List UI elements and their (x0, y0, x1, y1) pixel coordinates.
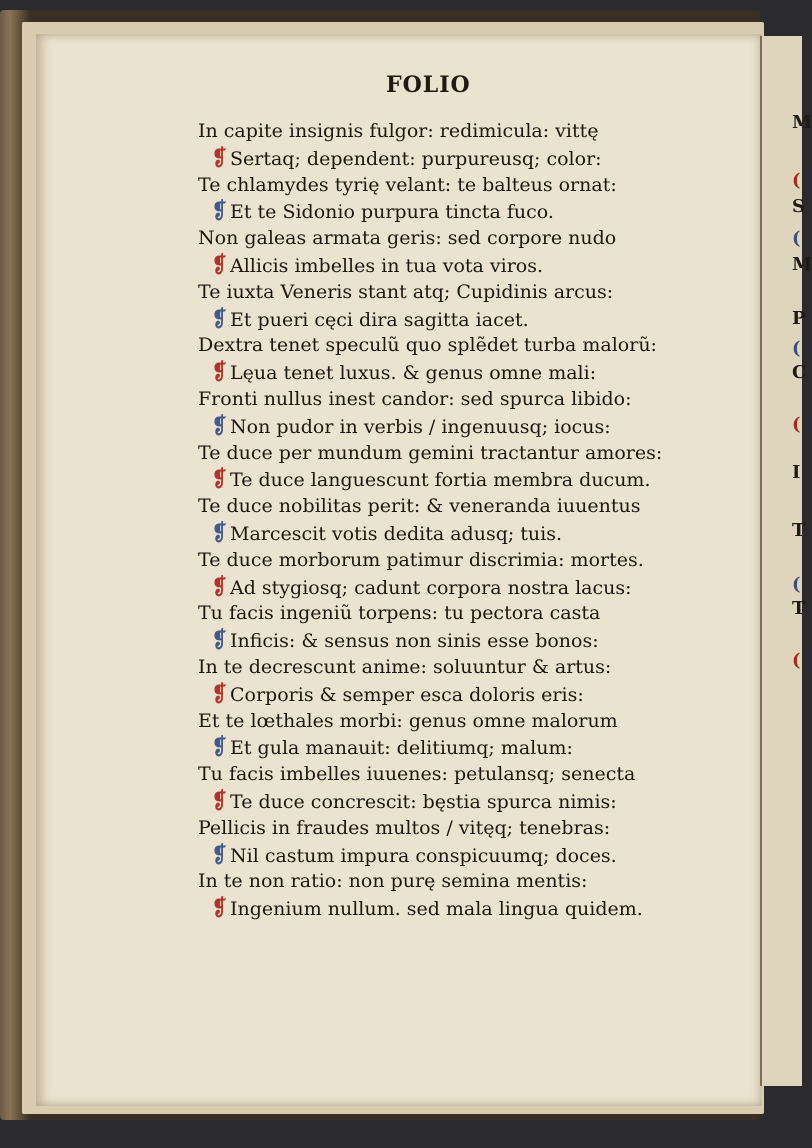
verse-text: Lęua tenet luxus. & genus omne mali: (230, 362, 597, 385)
verse-text: Tu facis imbelles iuuenes: petulansq; senecta (198, 763, 636, 786)
verse-text: Non pudor in verbis / ingenuusq; iocus: (230, 415, 611, 438)
verse-line (198, 761, 698, 788)
verse-text: In te non ratio: non purę semina mentis: (198, 870, 588, 893)
verse-text: Et te Sidonio purpura tincta fuco. (230, 201, 554, 224)
verse-line (198, 654, 698, 681)
verse-line (198, 386, 698, 413)
facing-page-edge: M ( S ( M P ( C ( I T ( T ( (760, 36, 802, 1086)
verse-text: Dextra tenet speculũ quo splẽdet turba malorũ: (198, 334, 657, 357)
verse-text: Non galeas armata geris: sed corpore nudo (198, 227, 617, 250)
red-paragraph-mark-icon: ❡ (212, 573, 227, 600)
verse-line (198, 172, 698, 199)
verse-line (198, 627, 698, 654)
verse-line (198, 547, 698, 574)
verse-text: Et gula manauit: delitiumq; malum: (230, 737, 573, 760)
verse-text: In te decrescunt anime: soluuntur & artus: (198, 655, 612, 678)
verse-text: Nil castum impura conspicuumq; doces. (230, 844, 617, 867)
verse-line (198, 815, 698, 842)
verse-line (198, 842, 698, 869)
verse-line (198, 681, 698, 708)
verse-text: Marcescit votis dedita adusq; tuis. (230, 522, 563, 545)
blue-paragraph-mark-icon: ❡ (212, 198, 227, 225)
verse-line (198, 493, 698, 520)
verse-line (198, 145, 698, 172)
verse-line (198, 359, 698, 386)
blue-paragraph-mark-icon: ❡ (212, 412, 227, 439)
verse-text: Te duce concrescit: bęstia spurca nimis: (230, 790, 617, 813)
red-paragraph-mark-icon: ❡ (212, 787, 227, 814)
blue-paragraph-mark-icon: ❡ (212, 734, 227, 761)
blue-paragraph-mark-icon: ❡ (212, 841, 227, 868)
verse-line (198, 708, 698, 735)
verse-line (198, 225, 698, 252)
verse-line (198, 895, 698, 922)
verse-text: Te chlamydes tyrię velant: te balteus ornat: (198, 173, 617, 196)
red-paragraph-mark-icon: ❡ (212, 144, 227, 171)
verse-text: Inficis: & sensus non sinis esse bonos: (230, 630, 599, 653)
verse-line (198, 279, 698, 306)
verse-line (198, 118, 698, 145)
red-paragraph-mark-icon: ❡ (212, 680, 227, 707)
verse-text: Allicis imbelles in tua vota viros. (230, 254, 544, 277)
verse-text: Te duce nobilitas perit: & veneranda iuuentus (198, 495, 641, 518)
verse-text: In capite insignis fulgor: redimicula: vittę (198, 120, 599, 142)
verse-line (198, 600, 698, 627)
verse-line (198, 868, 698, 895)
verse-text: Tu facis ingeniũ torpens: tu pectora casta (198, 602, 601, 625)
red-paragraph-mark-icon: ❡ (212, 466, 227, 493)
verse-text: Te duce languescunt fortia membra ducum. (230, 469, 651, 492)
verse-line (198, 788, 698, 815)
verse-text: Fronti nullus inest candor: sed spurca libido: (198, 387, 632, 410)
verse-line (198, 332, 698, 359)
red-paragraph-mark-icon: ❡ (212, 895, 227, 922)
verse-line (198, 520, 698, 547)
verse-text: Ingenium nullum. sed mala lingua quidem. (230, 898, 643, 921)
verse-text: Sertaq; dependent: purpureusq; color: (230, 147, 602, 170)
verse-block (198, 118, 698, 922)
red-paragraph-mark-icon: ❡ (212, 359, 227, 386)
red-paragraph-mark-icon: ❡ (212, 251, 227, 278)
blue-paragraph-mark-icon: ❡ (212, 305, 227, 332)
verse-text: Ad stygiosq; cadunt corpora nostra lacus: (230, 576, 632, 599)
blue-paragraph-mark-icon: ❡ (212, 627, 227, 654)
verse-line (198, 252, 698, 279)
verse-line (198, 466, 698, 493)
verse-line (198, 413, 698, 440)
folio-heading: FOLIO (386, 72, 471, 98)
verse-line (198, 440, 698, 467)
blue-paragraph-mark-icon: ❡ (212, 519, 227, 546)
verse-text: Et te lœthales morbi: genus omne malorum (198, 709, 618, 732)
verse-text: Corporis & semper esca doloris eris: (230, 683, 584, 706)
verse-text: Te duce per mundum gemini tractantur amores: (198, 441, 663, 464)
verse-line (198, 306, 698, 333)
verse-text: Et pueri cęci dira sagitta iacet. (230, 308, 529, 331)
verse-text: Te duce morborum patimur discrimia: mortes. (198, 548, 644, 571)
verse-line (198, 198, 698, 225)
verse-line (198, 574, 698, 601)
verse-text: Pellicis in fraudes multos / vitęq; tenebras: (198, 816, 611, 839)
verse-text: Te iuxta Veneris stant atq; Cupidinis arcus: (198, 280, 614, 303)
verse-line (198, 734, 698, 761)
